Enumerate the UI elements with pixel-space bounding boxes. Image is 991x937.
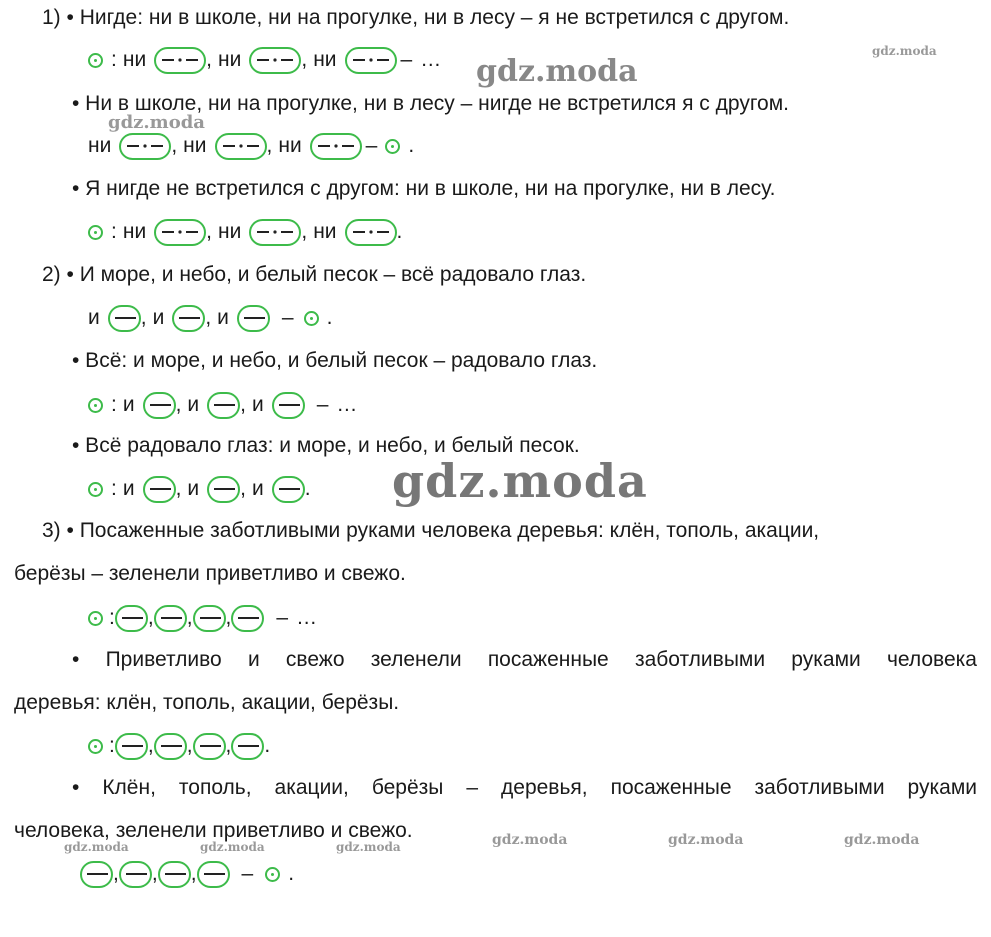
- watermark: gdz.moda: [336, 840, 401, 854]
- generalizing-word-icon: [385, 139, 400, 154]
- adverbial-oval-icon: [345, 47, 397, 74]
- scheme-period: .: [304, 477, 311, 500]
- subject-oval-icon: [231, 733, 264, 760]
- scheme-colon: :: [109, 734, 115, 757]
- scheme-comma: ,: [190, 862, 197, 885]
- scheme-colon: :: [111, 220, 117, 243]
- subject-oval-icon: [115, 605, 148, 632]
- watermark: gdz.moda: [200, 840, 265, 854]
- scheme-ellipsis: …: [336, 393, 358, 416]
- scheme-comma: ,: [266, 134, 273, 157]
- subject-oval-icon: [108, 305, 141, 332]
- scheme-word-i: и: [88, 306, 100, 329]
- scheme-2c: [88, 475, 311, 503]
- scheme-word-ni: ни: [218, 220, 242, 243]
- scheme-word-ni: ни: [122, 48, 147, 71]
- scheme-period: .: [396, 220, 403, 243]
- scheme-comma: ,: [147, 734, 154, 757]
- subject-oval-icon: [272, 476, 305, 503]
- scheme-ellipsis: …: [420, 48, 442, 71]
- scheme-dash: –: [316, 393, 329, 416]
- scheme-comma: ,: [113, 862, 119, 885]
- scheme-period: .: [326, 306, 333, 329]
- generalizing-word-icon: [88, 225, 103, 240]
- scheme-comma: ,: [171, 134, 178, 157]
- scheme-word-i: и: [252, 393, 264, 416]
- scheme-ellipsis: …: [296, 606, 318, 629]
- subject-oval-icon: [143, 392, 176, 419]
- scheme-colon: :: [109, 606, 115, 629]
- scheme-1c: [88, 218, 402, 246]
- sentence-3c-line2: человека, зеленели приветливо и свежо.: [14, 819, 413, 842]
- adverbial-oval-icon: [154, 47, 206, 74]
- sentence-1c: • Я нигде не встретился с другом: ни в школе, ни на прогулке, ни в лесу.: [72, 177, 776, 200]
- scheme-word-i: и: [122, 477, 135, 500]
- scheme-comma: ,: [186, 606, 193, 629]
- scheme-colon: :: [111, 48, 117, 71]
- sentence-3a-line2: берёзы – зеленели приветливо и свежо.: [14, 562, 406, 585]
- subject-oval-icon: [154, 733, 187, 760]
- subject-oval-icon: [207, 392, 240, 419]
- watermark: gdz.moda: [668, 832, 744, 848]
- scheme-2b: [88, 391, 357, 419]
- scheme-1b: [88, 132, 414, 160]
- scheme-comma: ,: [225, 606, 232, 629]
- watermark: gdz.moda: [64, 840, 129, 854]
- sentence-3a-line1: 3) • Посаженные заботливыми руками человека деревья: клён, тополь, акации,: [42, 519, 820, 542]
- scheme-dash: –: [365, 134, 378, 157]
- scheme-comma: ,: [147, 606, 154, 629]
- scheme-dash: –: [400, 48, 413, 71]
- watermark: gdz.moda: [844, 832, 920, 848]
- generalizing-word-icon: [88, 398, 103, 413]
- subject-oval-icon: [143, 476, 176, 503]
- subject-oval-icon: [207, 476, 240, 503]
- watermark: gdz.moda: [872, 44, 937, 58]
- generalizing-word-icon: [88, 53, 103, 68]
- scheme-comma: ,: [205, 306, 212, 329]
- generalizing-word-icon: [88, 482, 103, 497]
- scheme-dash: –: [241, 862, 254, 885]
- scheme-comma: ,: [175, 393, 182, 416]
- scheme-word-ni: ни: [313, 48, 337, 71]
- subject-oval-icon: [119, 861, 152, 888]
- sentence-3c-line1: • Клён, тополь, акации, берёзы – деревья, посаженные заботливыми руками: [72, 776, 977, 799]
- generalizing-word-icon: [88, 739, 103, 754]
- scheme-word-i: и: [152, 306, 165, 329]
- subject-oval-icon: [197, 861, 230, 888]
- scheme-word-ni: ни: [218, 48, 242, 71]
- sentence-3b-line2: деревья: клён, тополь, акации, берёзы.: [14, 691, 400, 714]
- sentence-1b: • Ни в школе, ни на прогулке, ни в лесу – нигде не встретился я с другом.: [72, 92, 789, 115]
- scheme-word-ni: ни: [183, 134, 207, 157]
- sentence-2a: 2) • И море, и небо, и белый песок – всё радовало глаз.: [42, 263, 587, 286]
- scheme-comma: ,: [186, 734, 193, 757]
- watermark: gdz.moda: [492, 832, 568, 848]
- scheme-word-ni: ни: [122, 220, 147, 243]
- generalizing-word-icon: [88, 611, 103, 626]
- adverbial-oval-icon: [345, 219, 397, 246]
- adverbial-oval-icon: [249, 219, 301, 246]
- subject-oval-icon: [80, 861, 113, 888]
- sentence-3b-line1: • Приветливо и свежо зеленели посаженные заботливыми руками человека: [72, 648, 977, 671]
- scheme-dash: –: [276, 606, 289, 629]
- scheme-period: .: [408, 134, 415, 157]
- scheme-comma: ,: [175, 477, 182, 500]
- watermark: gdz.moda: [108, 112, 205, 133]
- scheme-comma: ,: [140, 306, 147, 329]
- scheme-comma: ,: [240, 477, 246, 500]
- scheme-3a: [88, 604, 317, 632]
- scheme-word-i: и: [252, 477, 264, 500]
- scheme-word-ni: ни: [313, 220, 337, 243]
- subject-oval-icon: [193, 605, 226, 632]
- adverbial-oval-icon: [154, 219, 206, 246]
- subject-oval-icon: [193, 733, 226, 760]
- adverbial-oval-icon: [310, 133, 362, 160]
- scheme-colon: :: [111, 393, 117, 416]
- adverbial-oval-icon: [215, 133, 267, 160]
- watermark: gdz.moda: [392, 454, 648, 508]
- scheme-word-ni: ни: [88, 134, 112, 157]
- scheme-word-i: и: [217, 306, 229, 329]
- sentence-2b: • Всё: и море, и небо, и белый песок – радовало глаз.: [72, 349, 598, 372]
- generalizing-word-icon: [265, 867, 280, 882]
- watermark: gdz.moda: [476, 54, 638, 89]
- scheme-comma: ,: [151, 862, 158, 885]
- subject-oval-icon: [237, 305, 270, 332]
- sentence-1a: 1) • Нигде: ни в школе, ни на прогулке, ни в лесу – я не встретился с другом.: [42, 6, 790, 29]
- scheme-word-ni: ни: [278, 134, 302, 157]
- scheme-comma: ,: [225, 734, 232, 757]
- subject-oval-icon: [231, 605, 264, 632]
- scheme-comma: ,: [301, 48, 308, 71]
- scheme-period: .: [264, 734, 271, 757]
- adverbial-oval-icon: [119, 133, 171, 160]
- subject-oval-icon: [172, 305, 205, 332]
- scheme-1a: [88, 46, 441, 74]
- generalizing-word-icon: [304, 311, 319, 326]
- scheme-dash: –: [281, 306, 294, 329]
- scheme-comma: ,: [206, 48, 213, 71]
- subject-oval-icon: [158, 861, 191, 888]
- subject-oval-icon: [115, 733, 148, 760]
- scheme-comma: ,: [301, 220, 308, 243]
- scheme-3b: [88, 732, 270, 760]
- scheme-colon: :: [111, 477, 117, 500]
- adverbial-oval-icon: [249, 47, 301, 74]
- scheme-2a: [88, 304, 332, 332]
- subject-oval-icon: [154, 605, 187, 632]
- scheme-word-i: и: [187, 393, 200, 416]
- scheme-3c: [80, 860, 294, 888]
- scheme-word-i: и: [187, 477, 200, 500]
- scheme-comma: ,: [206, 220, 213, 243]
- scheme-word-i: и: [122, 393, 135, 416]
- subject-oval-icon: [272, 392, 305, 419]
- sentence-2c: • Всё радовало глаз: и море, и небо, и белый песок.: [72, 434, 580, 457]
- scheme-comma: ,: [240, 393, 246, 416]
- scheme-period: .: [288, 862, 295, 885]
